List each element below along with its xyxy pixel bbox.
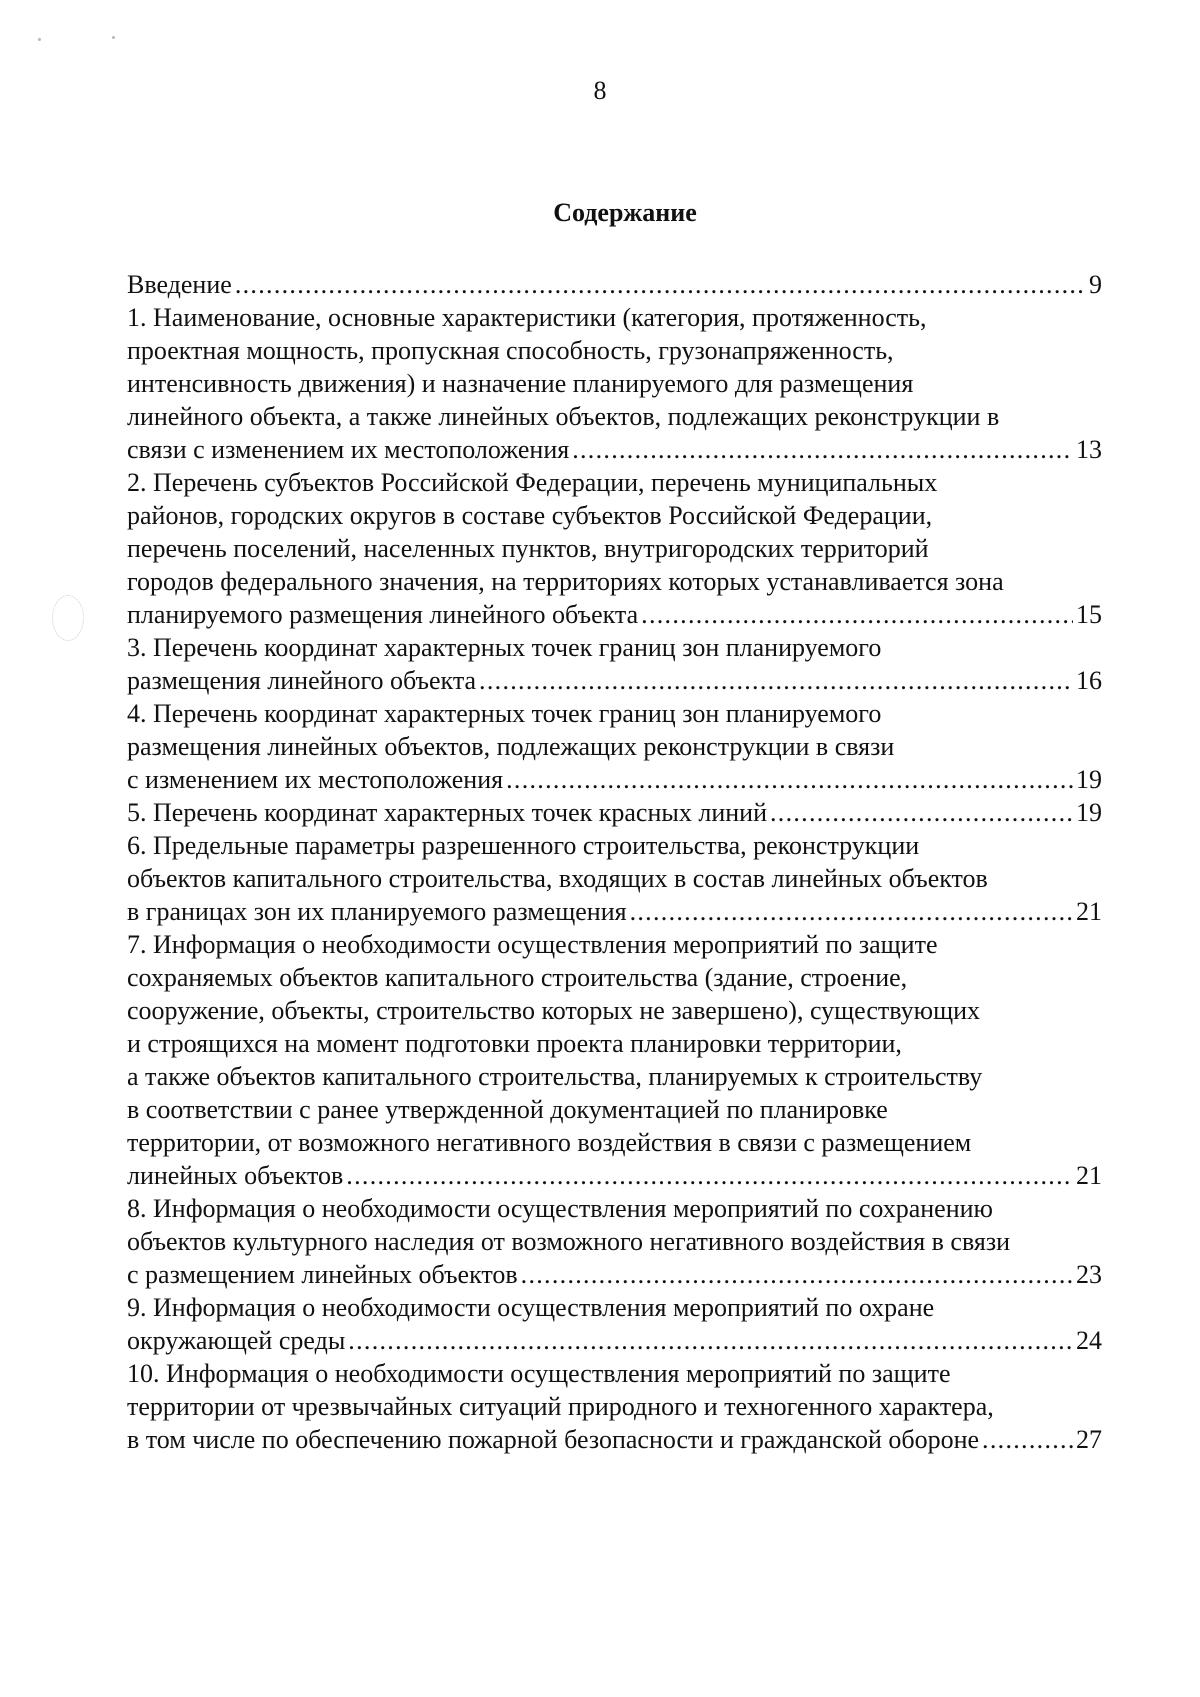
toc-entry-line: сохраняемых объектов капитального строительства (здание, строение, bbox=[127, 963, 908, 992]
toc-entry-line: объектов капитального строительства, входящих в состав линейных объектов bbox=[127, 864, 988, 893]
dot-leader bbox=[348, 1324, 1073, 1357]
toc-page-number: 27 bbox=[1076, 1425, 1102, 1454]
toc-entry-text: связи с изменением их местоположения bbox=[127, 435, 570, 464]
toc-entry-line: 1. Наименование, основные характеристики (категория, протяженность, bbox=[127, 303, 927, 332]
toc-entry-text: размещения линейного объекта bbox=[127, 666, 477, 695]
dot-leader bbox=[521, 1258, 1073, 1291]
dot-leader bbox=[479, 664, 1073, 697]
dot-leader bbox=[630, 895, 1073, 928]
dot-leader bbox=[235, 268, 1086, 301]
toc-entry bbox=[127, 928, 1102, 1192]
toc-entry-text: 5. Перечень координат характерных точек красных линий bbox=[127, 798, 767, 827]
toc-page-number: 21 bbox=[1076, 897, 1102, 926]
scan-speck bbox=[38, 38, 41, 41]
toc-entry bbox=[127, 301, 1102, 466]
toc-entry bbox=[127, 829, 1102, 928]
toc-entry-last-line bbox=[127, 1258, 1102, 1291]
toc-entry-line: городов федерального значения, на территориях которых устанавливается зона bbox=[127, 567, 1004, 596]
toc-entry-last-line bbox=[127, 763, 1102, 796]
toc-page-number: 19 bbox=[1076, 765, 1102, 794]
toc-entry-line: 3. Перечень координат характерных точек границ зон планируемого bbox=[127, 633, 882, 662]
toc-page-number: 16 bbox=[1076, 666, 1102, 695]
toc-entry-text: планируемого размещения линейного объекта bbox=[127, 600, 639, 629]
toc-entry bbox=[127, 268, 1102, 301]
toc-entry-line: перечень поселений, населенных пунктов, внутригородских территорий bbox=[127, 534, 929, 563]
toc-page-number: 21 bbox=[1076, 1161, 1102, 1190]
toc-entry bbox=[127, 1192, 1102, 1291]
toc-entry-line: объектов культурного наследия от возможного негативного воздействия в связи bbox=[127, 1227, 1011, 1256]
dot-leader bbox=[641, 598, 1073, 631]
toc-entry-text: в том числе по обеспечению пожарной безопасности и гражданской обороне bbox=[127, 1425, 980, 1454]
toc-entry-last-line bbox=[127, 1423, 1102, 1456]
scan-speck bbox=[112, 36, 115, 39]
toc-entry-text: Введение bbox=[127, 270, 232, 299]
page-number: 8 bbox=[593, 76, 607, 105]
toc-page-number: 13 bbox=[1076, 435, 1102, 464]
toc-entry-last-line bbox=[127, 433, 1102, 466]
toc-entry-line: территории, от возможного негативного воздействия в связи с размещением bbox=[127, 1128, 972, 1157]
toc-entry bbox=[127, 466, 1102, 631]
toc-page-number: 24 bbox=[1076, 1326, 1102, 1355]
toc-entry-line: сооружение, объекты, строительство которых не завершено), существующих bbox=[127, 996, 981, 1025]
dot-leader bbox=[346, 1159, 1073, 1192]
table-of-contents bbox=[127, 268, 1102, 1456]
toc-entry-line: 4. Перечень координат характерных точек границ зон планируемого bbox=[127, 699, 882, 728]
toc-entry-text: линейных объектов bbox=[127, 1161, 344, 1190]
toc-entry-last-line bbox=[127, 268, 1102, 301]
toc-entry-last-line bbox=[127, 1159, 1102, 1192]
toc-entry-line: 9. Информация о необходимости осуществления мероприятий по охране bbox=[127, 1293, 935, 1322]
toc-entry-line: а также объектов капитального строительства, планируемых к строительству bbox=[127, 1062, 983, 1091]
toc-entry-text: в границах зон их планируемого размещения bbox=[127, 897, 627, 926]
toc-entry-last-line bbox=[127, 1324, 1102, 1357]
toc-entry-text: окружающей среды bbox=[127, 1326, 346, 1355]
toc-entry-text: с размещением линейных объектов bbox=[127, 1260, 518, 1289]
dot-leader bbox=[770, 796, 1073, 829]
toc-entry-last-line bbox=[127, 664, 1102, 697]
toc-entry-line: 2. Перечень субъектов Российской Федерации, перечень муниципальных bbox=[127, 468, 938, 497]
toc-entry bbox=[127, 1291, 1102, 1357]
toc-entry-line: интенсивность движения) и назначение планируемого для размещения bbox=[127, 369, 914, 398]
toc-page-number: 19 bbox=[1076, 798, 1102, 827]
toc-entry-line: 7. Информация о необходимости осуществления мероприятий по защите bbox=[127, 930, 938, 959]
toc-entry-line: районов, городских округов в составе субъектов Российской Федерации, bbox=[127, 501, 933, 530]
toc-entry-line: в соответствии с ранее утвержденной документацией по планировке bbox=[127, 1095, 888, 1124]
toc-entry-line: 6. Предельные параметры разрешенного строительства, реконструкции bbox=[127, 831, 920, 860]
toc-entry-last-line bbox=[127, 796, 1102, 829]
toc-entry-text: с изменением их местоположения bbox=[127, 765, 504, 794]
toc-entry bbox=[127, 796, 1102, 829]
toc-entry bbox=[127, 1357, 1102, 1456]
dot-leader bbox=[982, 1423, 1073, 1456]
page-title: Содержание bbox=[553, 198, 697, 227]
toc-entry-line: 8. Информация о необходимости осуществления мероприятий по сохранению bbox=[127, 1194, 993, 1223]
toc-entry-line: проектная мощность, пропускная способность, грузонапряженность, bbox=[127, 336, 894, 365]
toc-entry-last-line bbox=[127, 895, 1102, 928]
toc-entry-line: и строящихся на момент подготовки проекта планировки территории, bbox=[127, 1029, 902, 1058]
dot-leader bbox=[572, 433, 1073, 466]
toc-entry-line: территории от чрезвычайных ситуаций природного и техногенного характера, bbox=[127, 1392, 994, 1421]
toc-entry bbox=[127, 631, 1102, 697]
toc-entry-line: размещения линейных объектов, подлежащих реконструкции в связи bbox=[127, 732, 895, 761]
toc-entry-line: линейного объекта, а также линейных объектов, подлежащих реконструкции в bbox=[127, 402, 1000, 431]
toc-entry bbox=[127, 697, 1102, 796]
toc-entry-last-line bbox=[127, 598, 1102, 631]
scan-hole-mark bbox=[52, 595, 84, 641]
toc-page-number: 9 bbox=[1089, 270, 1102, 299]
toc-page-number: 15 bbox=[1076, 600, 1102, 629]
dot-leader bbox=[506, 763, 1073, 796]
toc-page-number: 23 bbox=[1076, 1260, 1102, 1289]
toc-entry-line: 10. Информация о необходимости осуществления мероприятий по защите bbox=[127, 1359, 951, 1388]
